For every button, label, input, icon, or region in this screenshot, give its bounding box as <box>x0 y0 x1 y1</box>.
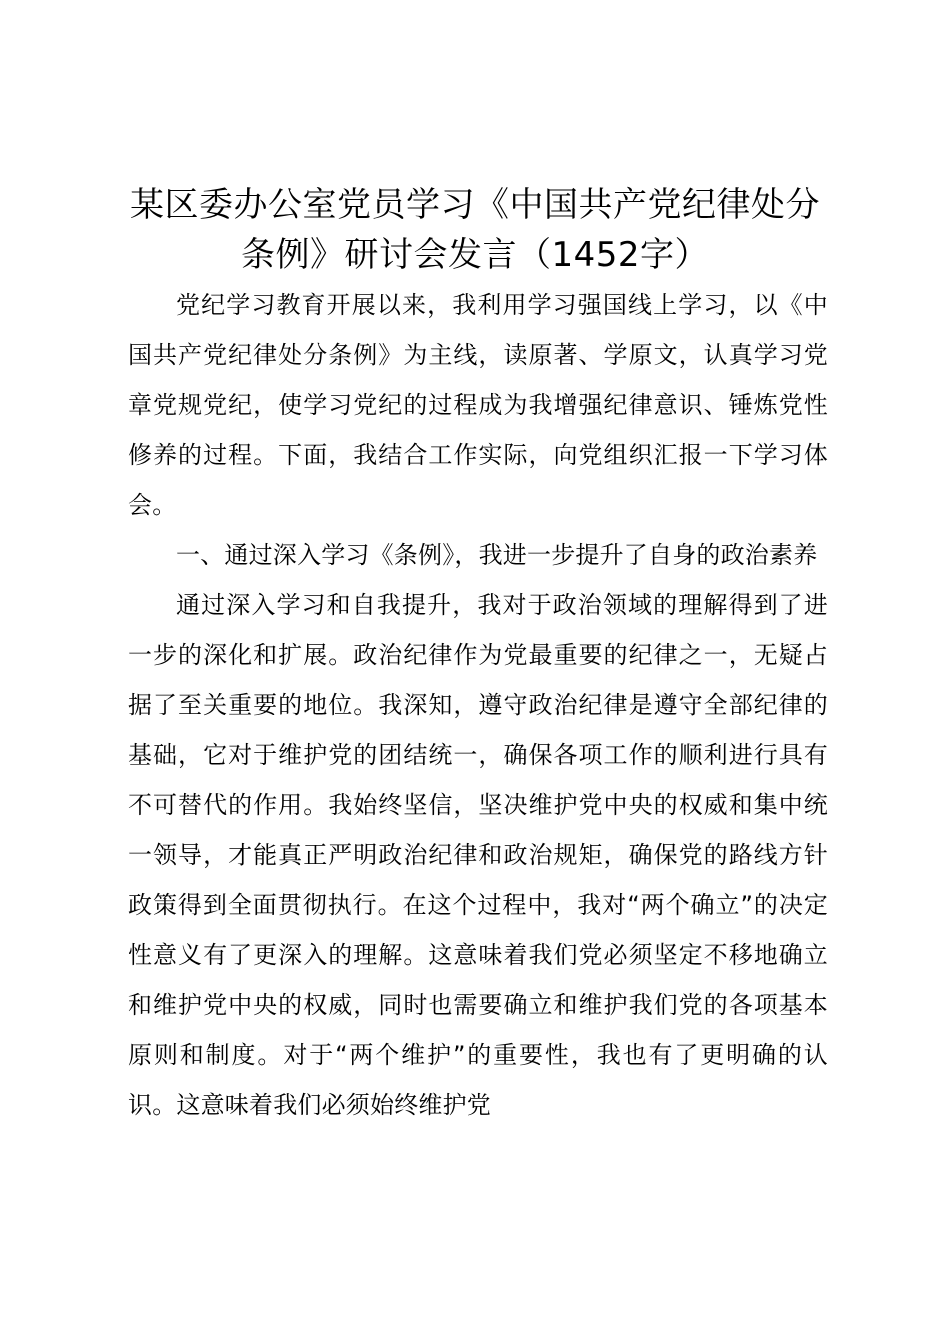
intro-paragraph: 党纪学习教育开展以来，我利用学习强国线上学习，以《中国共产党纪律处分条例》为主线，读原著、学原文，认真学习党章党规党纪，使学习党纪的过程成为我增强纪律意识、锤炼党性修养的过程。下面，我结合工作实际，向党组织汇报一下学习体会。 <box>128 291 828 519</box>
section-1-paragraph: 通过深入学习和自我提升，我对于政治领域的理解得到了进一步的深化和扩展。政治纪律作为党最重要的纪律之一，无疑占据了至关重要的地位。我深知，遵守政治纪律是遵守全部纪律的基础，它对于维护党的团结统一，确保各项工作的顺利进行具有不可替代的作用。我始终坚信，坚决维护党中央的权威和集中统一领导，才能真正严明政治纪律和政治规矩，确保党的路线方针政策得到全面贯彻执行。在这个过程中，我对“两个确立”的决定性意义有了更深入的理解。这意味着我们党必须坚定不移地确立和维护党中央的权威，同时也需要确立和维护我们党的各项基本原则和制度。对于“两个维护”的重要性，我也有了更明确的认识。这意味着我们必须始终维护党 <box>128 591 828 1119</box>
document-title <box>110 180 840 280</box>
title-line-1: 某区委办公室党员学习《中国共产党纪律处分 <box>130 185 820 225</box>
section-heading-1: 一、通过深入学习《条例》，我进一步提升了自身的政治素养 <box>176 541 818 569</box>
document-body <box>128 280 828 1130</box>
title-line-2: 条例》研讨会发言（1452字） <box>240 235 710 275</box>
